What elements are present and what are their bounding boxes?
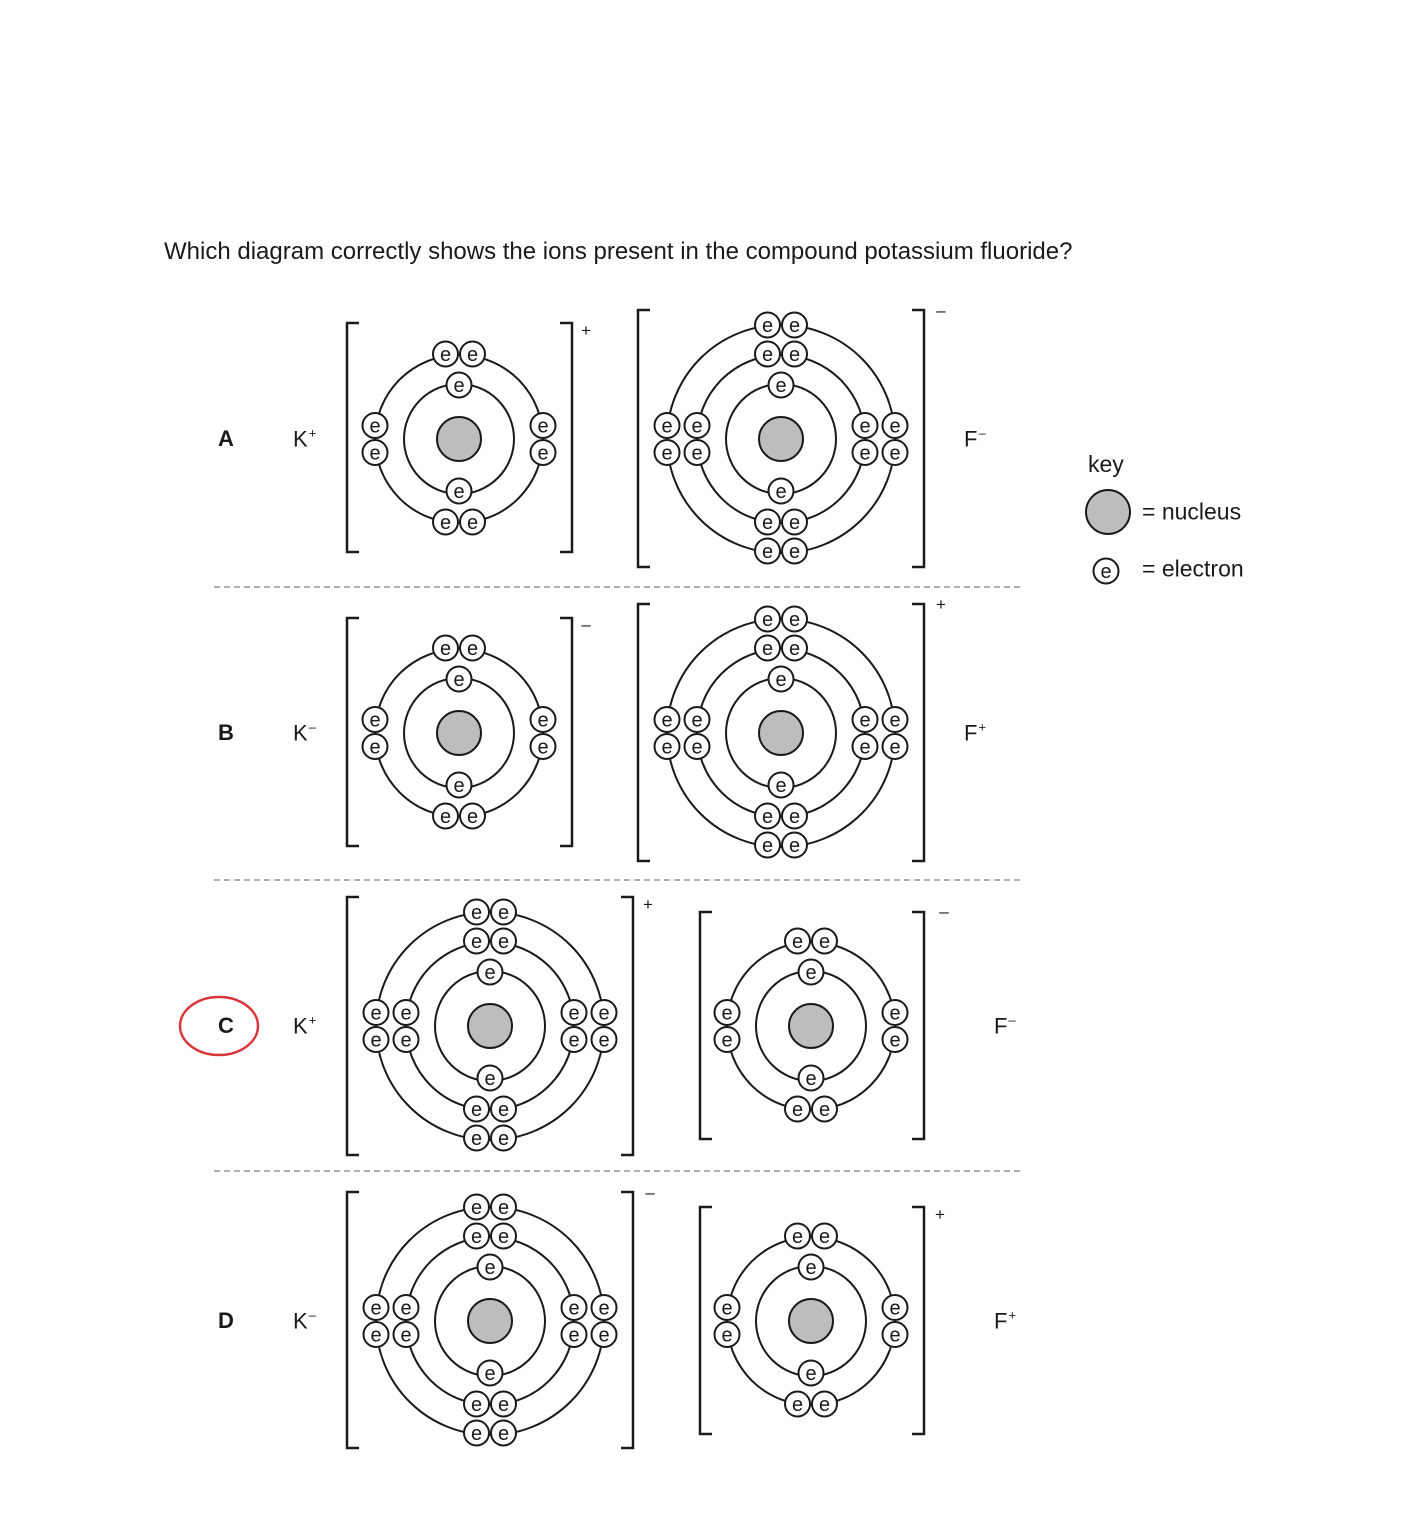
electron-symbol: e: [788, 806, 801, 828]
left-bracket: [347, 1192, 359, 1448]
left-bracket: [700, 1207, 712, 1434]
electron-symbol: e: [761, 638, 774, 660]
option-d-ion1-charge: –: [645, 1183, 655, 1202]
electron-symbol: e: [889, 736, 901, 759]
electron-symbol: e: [439, 344, 452, 366]
electron-symbol: e: [453, 775, 465, 797]
electron-symbol: e: [484, 1257, 496, 1279]
electron-symbol: e: [818, 1099, 831, 1121]
electron-symbol: e: [537, 442, 549, 465]
electron-symbol: e: [805, 1257, 817, 1279]
electron-symbol: e: [369, 442, 381, 465]
right-bracket: [621, 897, 633, 1155]
electron-symbol: e: [439, 806, 452, 828]
electron-symbol: e: [661, 709, 673, 732]
electron-symbol: e: [775, 481, 787, 503]
left-bracket: [347, 618, 359, 846]
option-letter-c[interactable]: C: [218, 1013, 234, 1038]
electron-symbol: e: [818, 931, 831, 953]
electron-symbol: e: [859, 736, 871, 759]
electron-symbol: e: [661, 415, 673, 438]
electron-symbol: e: [497, 931, 510, 953]
electron-symbol: e: [400, 1029, 412, 1052]
nucleus-icon: [468, 1004, 512, 1048]
electron-symbol: e: [788, 512, 801, 534]
electron-symbol: e: [466, 806, 479, 828]
electron-symbol: e: [859, 709, 871, 732]
electron-symbol: e: [370, 1297, 382, 1320]
option-b-fluorine-label: F+: [964, 719, 987, 746]
electron-symbol: e: [470, 1128, 483, 1150]
electron-symbol: e: [761, 806, 774, 828]
electron-symbol: e: [791, 931, 804, 953]
nucleus-icon: [789, 1004, 833, 1048]
electron-symbol: e: [370, 1029, 382, 1052]
electron-symbol: e: [761, 344, 774, 366]
electron-symbol: e: [466, 638, 479, 660]
option-a-potassium-label: K+: [293, 425, 317, 452]
option-b-ion2-charge: +: [936, 595, 946, 614]
key-nucleus-label: = nucleus: [1142, 498, 1242, 525]
electron-symbol: e: [889, 1029, 901, 1052]
electron-symbol: e: [484, 1363, 496, 1385]
electron-symbol: e: [598, 1029, 610, 1052]
right-bracket: [912, 310, 924, 567]
electron-symbol: e: [369, 736, 381, 759]
right-bracket: [912, 912, 924, 1139]
electron-symbol: e: [788, 541, 801, 563]
electron-symbol: e: [470, 931, 483, 953]
selected-answer-circle: [180, 997, 258, 1055]
electron-symbol: e: [568, 1324, 580, 1347]
nucleus-icon: [437, 711, 481, 755]
option-b-ion1-charge: –: [581, 615, 591, 634]
electron-symbol: e: [859, 442, 871, 465]
electron-symbol: e: [721, 1297, 733, 1320]
electron-symbol: e: [805, 962, 817, 984]
right-bracket: [912, 604, 924, 861]
electron-symbol: e: [691, 709, 703, 732]
electron-symbol: e: [439, 638, 452, 660]
electron-symbol: e: [369, 415, 381, 438]
electron-symbol: e: [889, 415, 901, 438]
electron-symbol: e: [691, 442, 703, 465]
electron-symbol: e: [1100, 561, 1112, 583]
electron-symbol: e: [775, 775, 787, 797]
nucleus-icon: [468, 1299, 512, 1343]
electron-symbol: e: [661, 736, 673, 759]
electron-symbol: e: [568, 1029, 580, 1052]
electron-symbol: e: [721, 1324, 733, 1347]
key-nucleus-icon: [1086, 490, 1130, 534]
electron-symbol: e: [497, 1394, 510, 1416]
electron-symbol: e: [400, 1002, 412, 1025]
electron-symbol: e: [788, 609, 801, 631]
option-c-ion2-charge: –: [939, 902, 949, 921]
electron-symbol: e: [537, 736, 549, 759]
electron-symbol: e: [818, 1226, 831, 1248]
electron-symbol: e: [466, 344, 479, 366]
electron-symbol: e: [470, 1099, 483, 1121]
electron-symbol: e: [470, 1423, 483, 1445]
nucleus-icon: [789, 1299, 833, 1343]
electron-symbol: e: [497, 1128, 510, 1150]
right-bracket: [621, 1192, 633, 1448]
electron-symbol: e: [470, 902, 483, 924]
electron-symbol: e: [721, 1002, 733, 1025]
electron-symbol: e: [598, 1002, 610, 1025]
key-electron-label: = electron: [1142, 555, 1244, 582]
electron-symbol: e: [788, 315, 801, 337]
electron-symbol: e: [598, 1324, 610, 1347]
electron-symbol: e: [497, 1226, 510, 1248]
electron-symbol: e: [889, 442, 901, 465]
option-letter-d[interactable]: D: [218, 1308, 234, 1333]
electron-symbol: e: [889, 709, 901, 732]
electron-symbol: e: [453, 375, 465, 397]
option-d-potassium-label: K–: [293, 1307, 316, 1334]
electron-symbol: e: [439, 512, 452, 534]
electron-symbol: e: [497, 1099, 510, 1121]
electron-symbol: e: [761, 541, 774, 563]
electron-symbol: e: [484, 962, 496, 984]
left-bracket: [638, 310, 650, 567]
electron-symbol: e: [568, 1297, 580, 1320]
option-letter-a[interactable]: A: [218, 426, 234, 451]
right-bracket: [560, 323, 572, 552]
electron-symbol: e: [370, 1002, 382, 1025]
key-title: key: [1088, 451, 1124, 477]
electron-symbol: e: [497, 902, 510, 924]
electron-symbol: e: [453, 481, 465, 503]
electron-symbol: e: [370, 1324, 382, 1347]
electron-symbol: e: [889, 1324, 901, 1347]
electron-symbol: e: [761, 512, 774, 534]
electron-symbol: e: [788, 638, 801, 660]
electron-symbol: e: [537, 709, 549, 732]
option-a-ion2-charge: –: [936, 301, 946, 320]
electron-symbol: e: [470, 1226, 483, 1248]
electron-symbol: e: [761, 315, 774, 337]
nucleus-icon: [759, 711, 803, 755]
electron-symbol: e: [537, 415, 549, 438]
left-bracket: [638, 604, 650, 861]
nucleus-icon: [437, 417, 481, 461]
electron-symbol: e: [889, 1297, 901, 1320]
option-a-ion1-charge: +: [581, 321, 591, 340]
option-c-fluorine-label: F–: [994, 1012, 1016, 1039]
electron-symbol: e: [805, 1068, 817, 1090]
option-letter-b[interactable]: B: [218, 720, 234, 745]
left-bracket: [700, 912, 712, 1139]
left-bracket: [347, 897, 359, 1155]
electron-symbol: e: [691, 736, 703, 759]
option-a-fluorine-label: F–: [964, 425, 986, 452]
electron-symbol: e: [497, 1423, 510, 1445]
electron-symbol: e: [791, 1394, 804, 1416]
electron-symbol: e: [497, 1197, 510, 1219]
electron-symbol: e: [761, 609, 774, 631]
electron-symbol: e: [484, 1068, 496, 1090]
electron-symbol: e: [775, 375, 787, 397]
electron-symbol: e: [400, 1297, 412, 1320]
electron-symbol: e: [805, 1363, 817, 1385]
option-c-potassium-label: K+: [293, 1012, 317, 1039]
electron-symbol: e: [775, 669, 787, 691]
option-b-potassium-label: K–: [293, 719, 316, 746]
nucleus-icon: [759, 417, 803, 461]
question-text: Which diagram correctly shows the ions present in the compound potassium fluoride?: [164, 238, 1073, 265]
left-bracket: [347, 323, 359, 552]
electron-symbol: e: [889, 1002, 901, 1025]
electron-symbol: e: [466, 512, 479, 534]
electron-symbol: e: [791, 1226, 804, 1248]
electron-symbol: e: [470, 1394, 483, 1416]
right-bracket: [912, 1207, 924, 1434]
electron-symbol: e: [791, 1099, 804, 1121]
electron-symbol: e: [859, 415, 871, 438]
option-d-fluorine-label: F+: [994, 1307, 1017, 1334]
option-d-ion2-charge: +: [935, 1205, 945, 1224]
right-bracket: [560, 618, 572, 846]
electron-symbol: e: [788, 344, 801, 366]
electron-symbol: e: [598, 1297, 610, 1320]
option-c-ion1-charge: +: [643, 895, 653, 914]
electron-symbol: e: [761, 835, 774, 857]
electron-symbol: e: [661, 442, 673, 465]
electron-symbol: e: [721, 1029, 733, 1052]
electron-symbol: e: [453, 669, 465, 691]
electron-symbol: e: [369, 709, 381, 732]
electron-symbol: e: [400, 1324, 412, 1347]
electron-symbol: e: [818, 1394, 831, 1416]
electron-symbol: e: [788, 835, 801, 857]
electron-symbol: e: [470, 1197, 483, 1219]
electron-symbol: e: [691, 415, 703, 438]
electron-symbol: e: [568, 1002, 580, 1025]
